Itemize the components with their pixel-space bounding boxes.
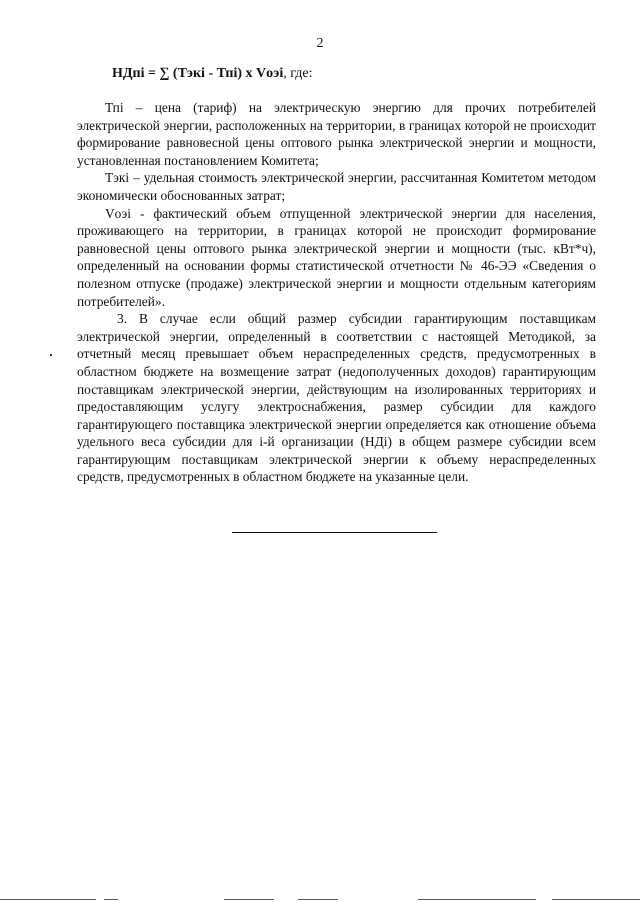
- page-number: 2: [316, 36, 324, 51]
- formula-expression: НДпі = ∑ (Тэкі - Тпі) х Vоэі: [112, 66, 284, 81]
- paragraph-tpi-definition: Тпі – цена (тариф) на электрическую энергию для прочих потребителей электрической энергии, расположенных на территории, в границах которой не происходит формирование равновесной цены оптового рынка электрической энергии и мощности, установленная постановлением Комитета;: [77, 100, 596, 168]
- scan-edge-line: [298, 899, 338, 900]
- end-of-text-rule: [232, 532, 437, 533]
- scan-speck: [50, 354, 52, 356]
- paragraph-teki-definition: Тэкі – удельная стоимость электрической энергии, рассчитанная Комитетом методом экономически обоснованных затрат;: [77, 170, 596, 203]
- scan-edge-line: [224, 899, 274, 900]
- paragraph-voei-definition: Vоэі - фактический объем отпущенной электрической энергии для населения, проживающего на территории, в границах которой не происходит формирование равновесной цены оптового рынка электрической энергии и мощности (тыс. кВт*ч), определенный на основании формы статистической отчетности № 46-ЭЭ «Сведения о полезном отпуске (продаже) электрической энергии и мощности отдельным категориям потребителей».: [77, 205, 596, 309]
- document-body: [77, 99, 596, 486]
- scan-edge-line: [418, 899, 536, 900]
- formula: [112, 66, 313, 82]
- scan-edge-line: [104, 899, 118, 900]
- scan-edge-line: [552, 899, 640, 900]
- scan-edge-line: [0, 899, 96, 900]
- formula-suffix: , где:: [283, 66, 313, 81]
- paragraph-item-3: 3. В случае если общий размер субсидии гарантирующим поставщикам электрической энергии, определенный в соответствии с настоящей Методикой, за отчетный месяц превышает объем нераспределенных средств, предусмотренных в областном бюджете на возмещение затрат (недополученных доходов) гарантирующим поставщикам электрической энергии, действующим на изолированных территориях и предоставляющим услугу электроснабжения, размер субсидии для каждого гарантирующего поставщика электрической энергии определяется как отношение объема удельного веса субсидии для і-й организации (НДі) в общем размере субсидии всем гарантирующим поставщикам электрической энергии к объему нераспределенных средств, предусмотренных в областном бюджете на указанные цели.: [77, 311, 596, 485]
